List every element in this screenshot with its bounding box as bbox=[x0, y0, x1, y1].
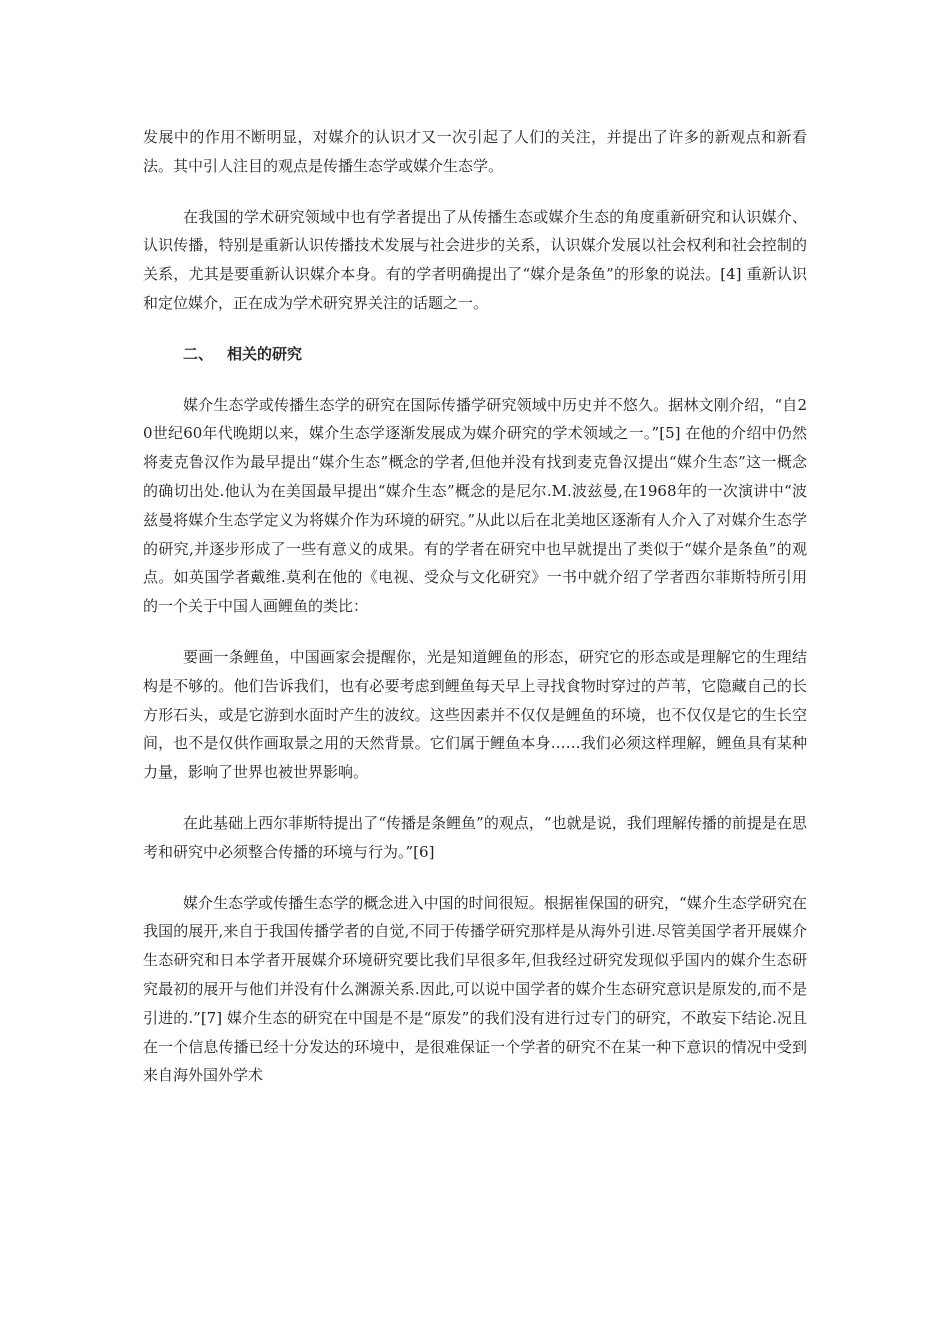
section-heading-number: 二、 bbox=[183, 344, 214, 363]
paragraph-6: 媒介生态学或传播生态学的概念进入中国的时间很短。根据崔保国的研究，“媒介生态学研究在我国的展开,来自于我国传播学者的自觉,不同于传播学研究那样是从海外引进.尽管美国学者开展媒介生态研究和日本学者开展媒介环境研究要比我们早很多年,但我经过研究发现似乎国内的媒介生态研究最初的展开与他们并没有什么渊源关系.因此,可以说中国学者的媒介生态研究意识是原发的,而不是引进的.”[7] 媒介生态的研究在中国是不是“原发”的我们没有进行过专门的研究，不敢妄下结论.况且在一个信息传播已经十分发达的环境中，是很难保证一个学者的研究不在某一种下意识的情况中受到来自海外国外学术 bbox=[143, 893, 807, 1085]
section-heading bbox=[143, 340, 807, 369]
paragraph-3: 媒介生态学或传播生态学的研究在国际传播学研究领域中历史并不悠久。据林文刚介绍，“自20世纪60年代晚期以来，媒介生态学逐渐发展成为媒介研究的学术领域之一。”[5] 在他的介绍中仍然将麦克鲁汉作为最早提出“媒介生态”概念的学者,但他并没有找到麦克鲁汉提出“媒介生态”这一概念的确切出处.他认为在美国最早提出“媒介生态”概念的是尼尔.M.波兹曼,在1968年的一次演讲中“波兹曼将媒介生态学定义为将媒介作为环境的研究。”从此以后在北美地区逐渐有人介入了对媒介生态学的研究,并逐步形成了一些有意义的成果。有的学者在研究中也早就提出了类似于“媒介是条鱼”的观点。如英国学者戴维.莫利在他的《电视、受众与文化研究》一书中就介绍了学者西尔菲斯特所引用的一个关于中国人画鲤鱼的类比： bbox=[143, 395, 807, 616]
document-page bbox=[143, 123, 807, 1112]
section-heading-title: 相关的研究 bbox=[227, 344, 303, 363]
paragraph-1: 发展中的作用不断明显，对媒介的认识才又一次引起了人们的关注，并提出了许多的新观点和新看法。其中引人注目的观点是传播生态学或媒介生态学。 bbox=[143, 128, 807, 175]
paragraph-5: 在此基础上西尔菲斯特提出了“传播是条鲤鱼”的观点，“也就是说，我们理解传播的前提是在思考和研究中必须整合传播的环境与行为。”[6] bbox=[143, 813, 807, 861]
paragraph-4-quote: 要画一条鲤鱼，中国画家会提醒你，光是知道鲤鱼的形态，研究它的形态或是理解它的生理结构是不够的。他们告诉我们，也有必要考虑到鲤鱼每天早上寻找食物时穿过的芦苇，它隐藏自己的长方形石头，或是它游到水面时产生的波纹。这些因素并不仅仅是鲤鱼的环境，也不仅仅是它的生长空间，也不是仅供作画取景之用的天然背景。它们属于鲤鱼本身……我们必须这样理解，鲤鱼具有某种力量，影响了世界也被世界影响。 bbox=[143, 647, 807, 782]
paragraph-2: 在我国的学术研究领域中也有学者提出了从传播生态或媒介生态的角度重新研究和认识媒介、认识传播，特别是重新认识传播技术发展与社会进步的关系，认识媒介发展以社会权利和社会控制的关系，尤其是要重新认识媒介本身。有的学者明确提出了“媒介是条鱼”的形象的说法。[4] 重新认识和定位媒介，正在成为学术研究界关注的话题之一。 bbox=[143, 207, 807, 312]
